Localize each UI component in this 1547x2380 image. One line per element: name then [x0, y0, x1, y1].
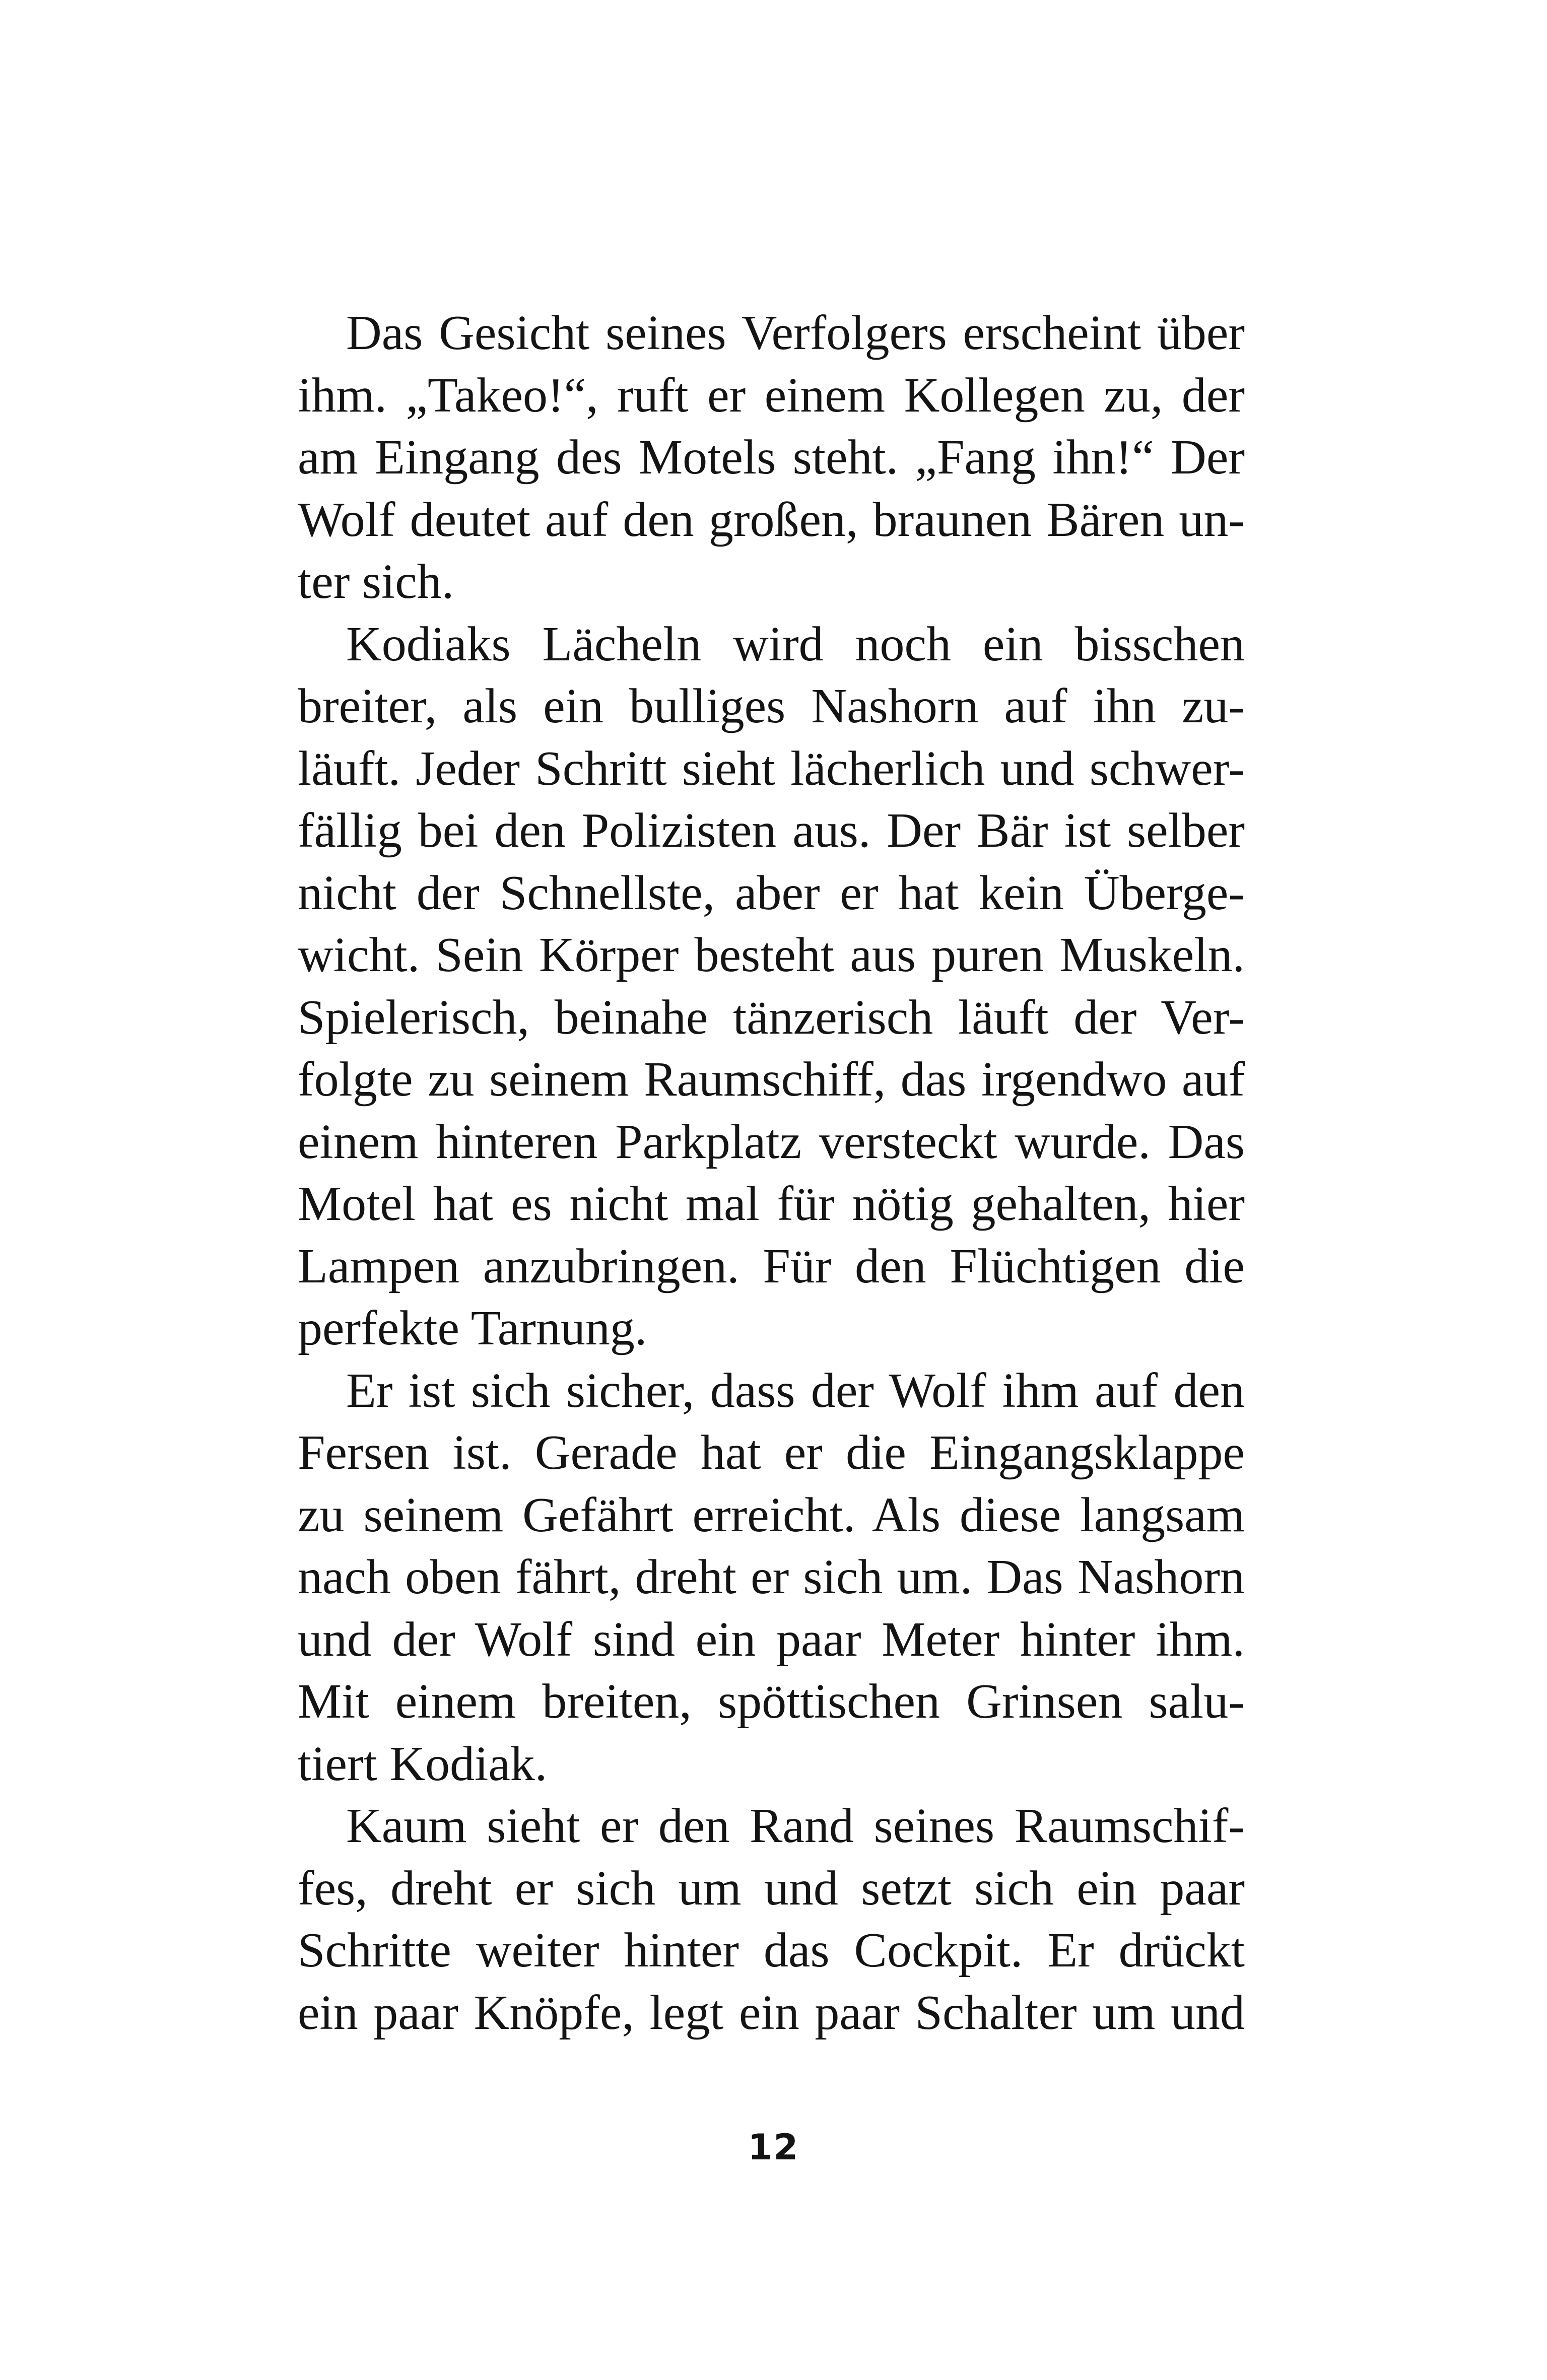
text-line: Kaum sieht er den Rand seines Raumschif- [346, 1799, 1245, 1853]
text-line: Schritte weiter hinter das Cockpit. Er drückt [298, 1923, 1245, 1978]
text-line: Wolf deutet auf den großen, braunen Bären un- [298, 492, 1245, 547]
text-line: breiter, als ein bulliges Nashorn auf ihn zu- [298, 679, 1245, 733]
paragraph-1 [298, 302, 1245, 614]
text-line: tiert Kodiak. [298, 1736, 548, 1791]
paragraph-3 [298, 1360, 1245, 1796]
text-line: folgte zu seinem Raumschiff, das irgendwo auf [298, 1052, 1245, 1107]
text-line: perfekte Tarnung. [298, 1301, 647, 1355]
paragraph-4 [298, 1795, 1245, 2044]
text-line: nicht der Schnellste, aber er hat kein Überge- [298, 865, 1245, 920]
text-line: wicht. Sein Körper besteht aus puren Muskeln. [298, 928, 1245, 982]
page-number: 12 [748, 2127, 799, 2168]
text-line: nach oben fährt, dreht er sich um. Das Nashorn [298, 1550, 1245, 1604]
text-line: läuft. Jeder Schritt sieht lächerlich und schwer- [298, 741, 1245, 796]
text-line: ihm. „Takeo!“, ruft er einem Kollegen zu, der [298, 368, 1245, 423]
text-line: und der Wolf sind ein paar Meter hinter ihm. [298, 1612, 1245, 1667]
text-line: Mit einem breiten, spöttischen Grinsen salu- [298, 1674, 1245, 1729]
text-line: Motel hat es nicht mal für nötig gehalten, hier [298, 1177, 1245, 1231]
text-line: einem hinteren Parkplatz versteckt wurde. Das [298, 1114, 1245, 1169]
text-line: ter sich. [298, 555, 454, 609]
text-line: Spielerisch, beinahe tänzerisch läuft der Ver- [298, 990, 1245, 1045]
text-line: fes, dreht er sich um und setzt sich ein paar [298, 1861, 1245, 1916]
body-text [298, 302, 1245, 2044]
text-line: Das Gesicht seines Verfolgers erscheint über [346, 306, 1245, 360]
text-line: Kodiaks Lächeln wird noch ein bisschen [346, 617, 1245, 671]
text-line: Fersen ist. Gerade hat er die Eingangsklappe [298, 1425, 1245, 1480]
text-line: ein paar Knöpfe, legt ein paar Schalter um und [298, 1985, 1245, 2040]
text-line: fällig bei den Polizisten aus. Der Bär ist selber [298, 803, 1245, 858]
text-line: Lampen anzubringen. Für den Flüchtigen die [298, 1239, 1245, 1294]
text-line: Er ist sich sicher, dass der Wolf ihm auf den [346, 1363, 1245, 1418]
text-line: zu seinem Gefährt erreicht. Als diese langsam [298, 1487, 1245, 1542]
text-line: am Eingang des Motels steht. „Fang ihn!“ Der [298, 430, 1245, 485]
paragraph-2 [298, 614, 1245, 1360]
